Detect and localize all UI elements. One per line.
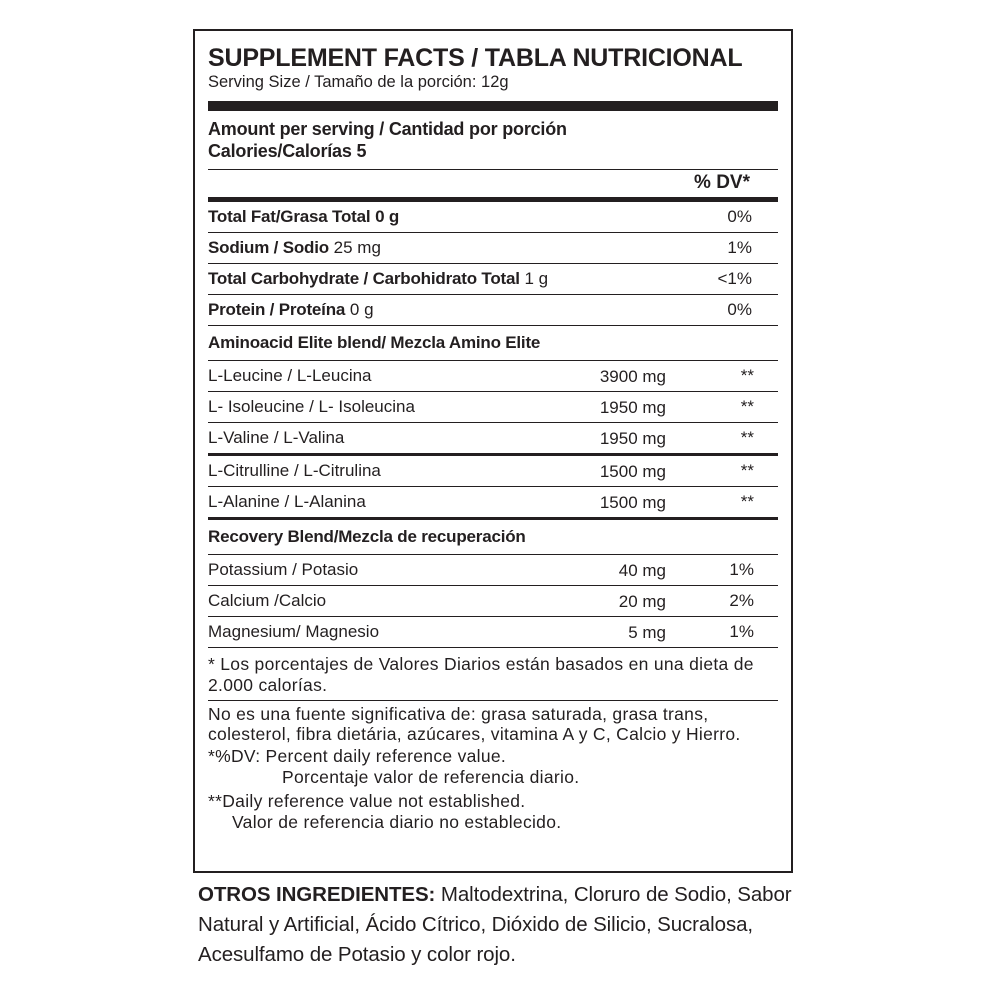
footnote-not-significant: No es una fuente significativa de: grasa saturada, grasa trans, colesterol, fibra dietária, azúcares, vitamina A y C, Calcio y Hierro. bbox=[208, 704, 741, 744]
nutrient-dv: 0% bbox=[727, 207, 752, 226]
nutrient-amount: 1 g bbox=[524, 269, 549, 288]
recovery-dv: 1% bbox=[729, 622, 754, 641]
amino-amount: 3900 mg bbox=[599, 367, 666, 386]
footnotes bbox=[208, 654, 778, 833]
amino-row bbox=[208, 423, 778, 453]
nutrient-dv: 0% bbox=[727, 300, 752, 319]
nutrient-amount: 0 g bbox=[375, 207, 400, 226]
nutrient-amount: 0 g bbox=[349, 300, 374, 319]
amino-blend-heading: Aminoacid Elite blend/ Mezcla Amino Elite bbox=[208, 326, 778, 361]
amino-row bbox=[208, 392, 778, 423]
recovery-row bbox=[208, 555, 778, 586]
amino-row bbox=[208, 487, 778, 517]
thick-divider bbox=[208, 101, 778, 111]
recovery-label: Magnesium/ Magnesio bbox=[208, 622, 380, 641]
amount-per-serving: Amount per serving / Cantidad por porción bbox=[208, 119, 567, 139]
nutrient-label: Protein / Proteína bbox=[208, 300, 346, 319]
recovery-row bbox=[208, 617, 778, 648]
amino-dv: ** bbox=[740, 428, 754, 447]
divider bbox=[208, 700, 778, 701]
serving-size: Serving Size / Tamaño de la porción: 12g bbox=[208, 73, 509, 91]
footnote-dv-def-es: Porcentaje valor de referencia diario. bbox=[282, 767, 580, 787]
amino-amount: 1950 mg bbox=[599, 398, 666, 417]
amino-dv: ** bbox=[740, 397, 754, 416]
nutrient-row bbox=[208, 264, 778, 295]
amount-per-serving-block bbox=[208, 118, 778, 162]
other-ingredients bbox=[198, 880, 808, 970]
amino-dv: ** bbox=[740, 366, 754, 385]
amino-label: L-Citrulline / L-Citrulina bbox=[208, 461, 381, 480]
amino-row bbox=[208, 361, 778, 392]
amino-label: L-Leucine / L-Leucina bbox=[208, 366, 372, 385]
panel-title: SUPPLEMENT FACTS / TABLA NUTRICIONAL bbox=[208, 44, 743, 72]
nutrient-label: Sodium / Sodio bbox=[208, 238, 329, 257]
recovery-row bbox=[208, 586, 778, 617]
recovery-amount: 5 mg bbox=[628, 623, 666, 642]
amino-amount: 1500 mg bbox=[599, 462, 666, 481]
footnote-nodv-en: **Daily reference value not established. bbox=[208, 791, 526, 811]
amino-label: L-Alanine / L-Alanina bbox=[208, 492, 366, 511]
nutrient-row bbox=[208, 202, 778, 233]
footnote-dv-def-en: *%DV: Percent daily reference value. bbox=[208, 746, 507, 766]
supplement-facts-panel bbox=[193, 29, 793, 873]
ingredients-label: OTROS INGREDIENTES: bbox=[198, 883, 436, 906]
recovery-amount: 20 mg bbox=[618, 592, 666, 611]
nutrient-amount: 25 mg bbox=[333, 238, 381, 257]
recovery-label: Potassium / Potasio bbox=[208, 560, 359, 579]
recovery-blend-heading: Recovery Blend/Mezcla de recuperación bbox=[208, 520, 778, 555]
footnote-dv-basis: * Los porcentajes de Valores Diarios están basados en una dieta de 2.000 calorías. bbox=[208, 654, 754, 695]
nutrient-label: Total Carbohydrate / Carbohidrato Total bbox=[208, 269, 520, 288]
recovery-label: Calcium /Calcio bbox=[208, 591, 327, 610]
amino-amount: 1500 mg bbox=[599, 493, 666, 512]
amino-label: L- Isoleucine / L- Isoleucina bbox=[208, 397, 415, 416]
amino-label: L-Valine / L-Valina bbox=[208, 428, 345, 447]
amino-amount: 1950 mg bbox=[599, 429, 666, 448]
amino-row bbox=[208, 456, 778, 487]
dv-header-row bbox=[208, 170, 778, 197]
nutrient-label: Total Fat/Grasa Total bbox=[208, 207, 371, 226]
amino-dv: ** bbox=[740, 461, 754, 480]
recovery-dv: 2% bbox=[729, 591, 754, 610]
nutrient-dv: 1% bbox=[727, 238, 752, 257]
nutrient-list bbox=[208, 202, 778, 326]
ingredients-text: Maltodextrina, Cloruro de Sodio, Sabor Natural y Artificial, Ácido Cítrico, Dióxido de Silicio, Sucralosa, Acesulfamo de Potasio y color rojo. bbox=[198, 883, 792, 966]
nutrient-dv: <1% bbox=[717, 269, 752, 288]
recovery-amount: 40 mg bbox=[618, 561, 666, 580]
nutrient-row bbox=[208, 295, 778, 326]
dv-header: % DV* bbox=[694, 172, 750, 193]
recovery-dv: 1% bbox=[729, 560, 754, 579]
nutrient-row bbox=[208, 233, 778, 264]
footnote-nodv-es: Valor de referencia diario no establecido. bbox=[232, 812, 562, 832]
amino-dv: ** bbox=[740, 492, 754, 511]
calories: Calories/Calorías 5 bbox=[208, 141, 367, 161]
